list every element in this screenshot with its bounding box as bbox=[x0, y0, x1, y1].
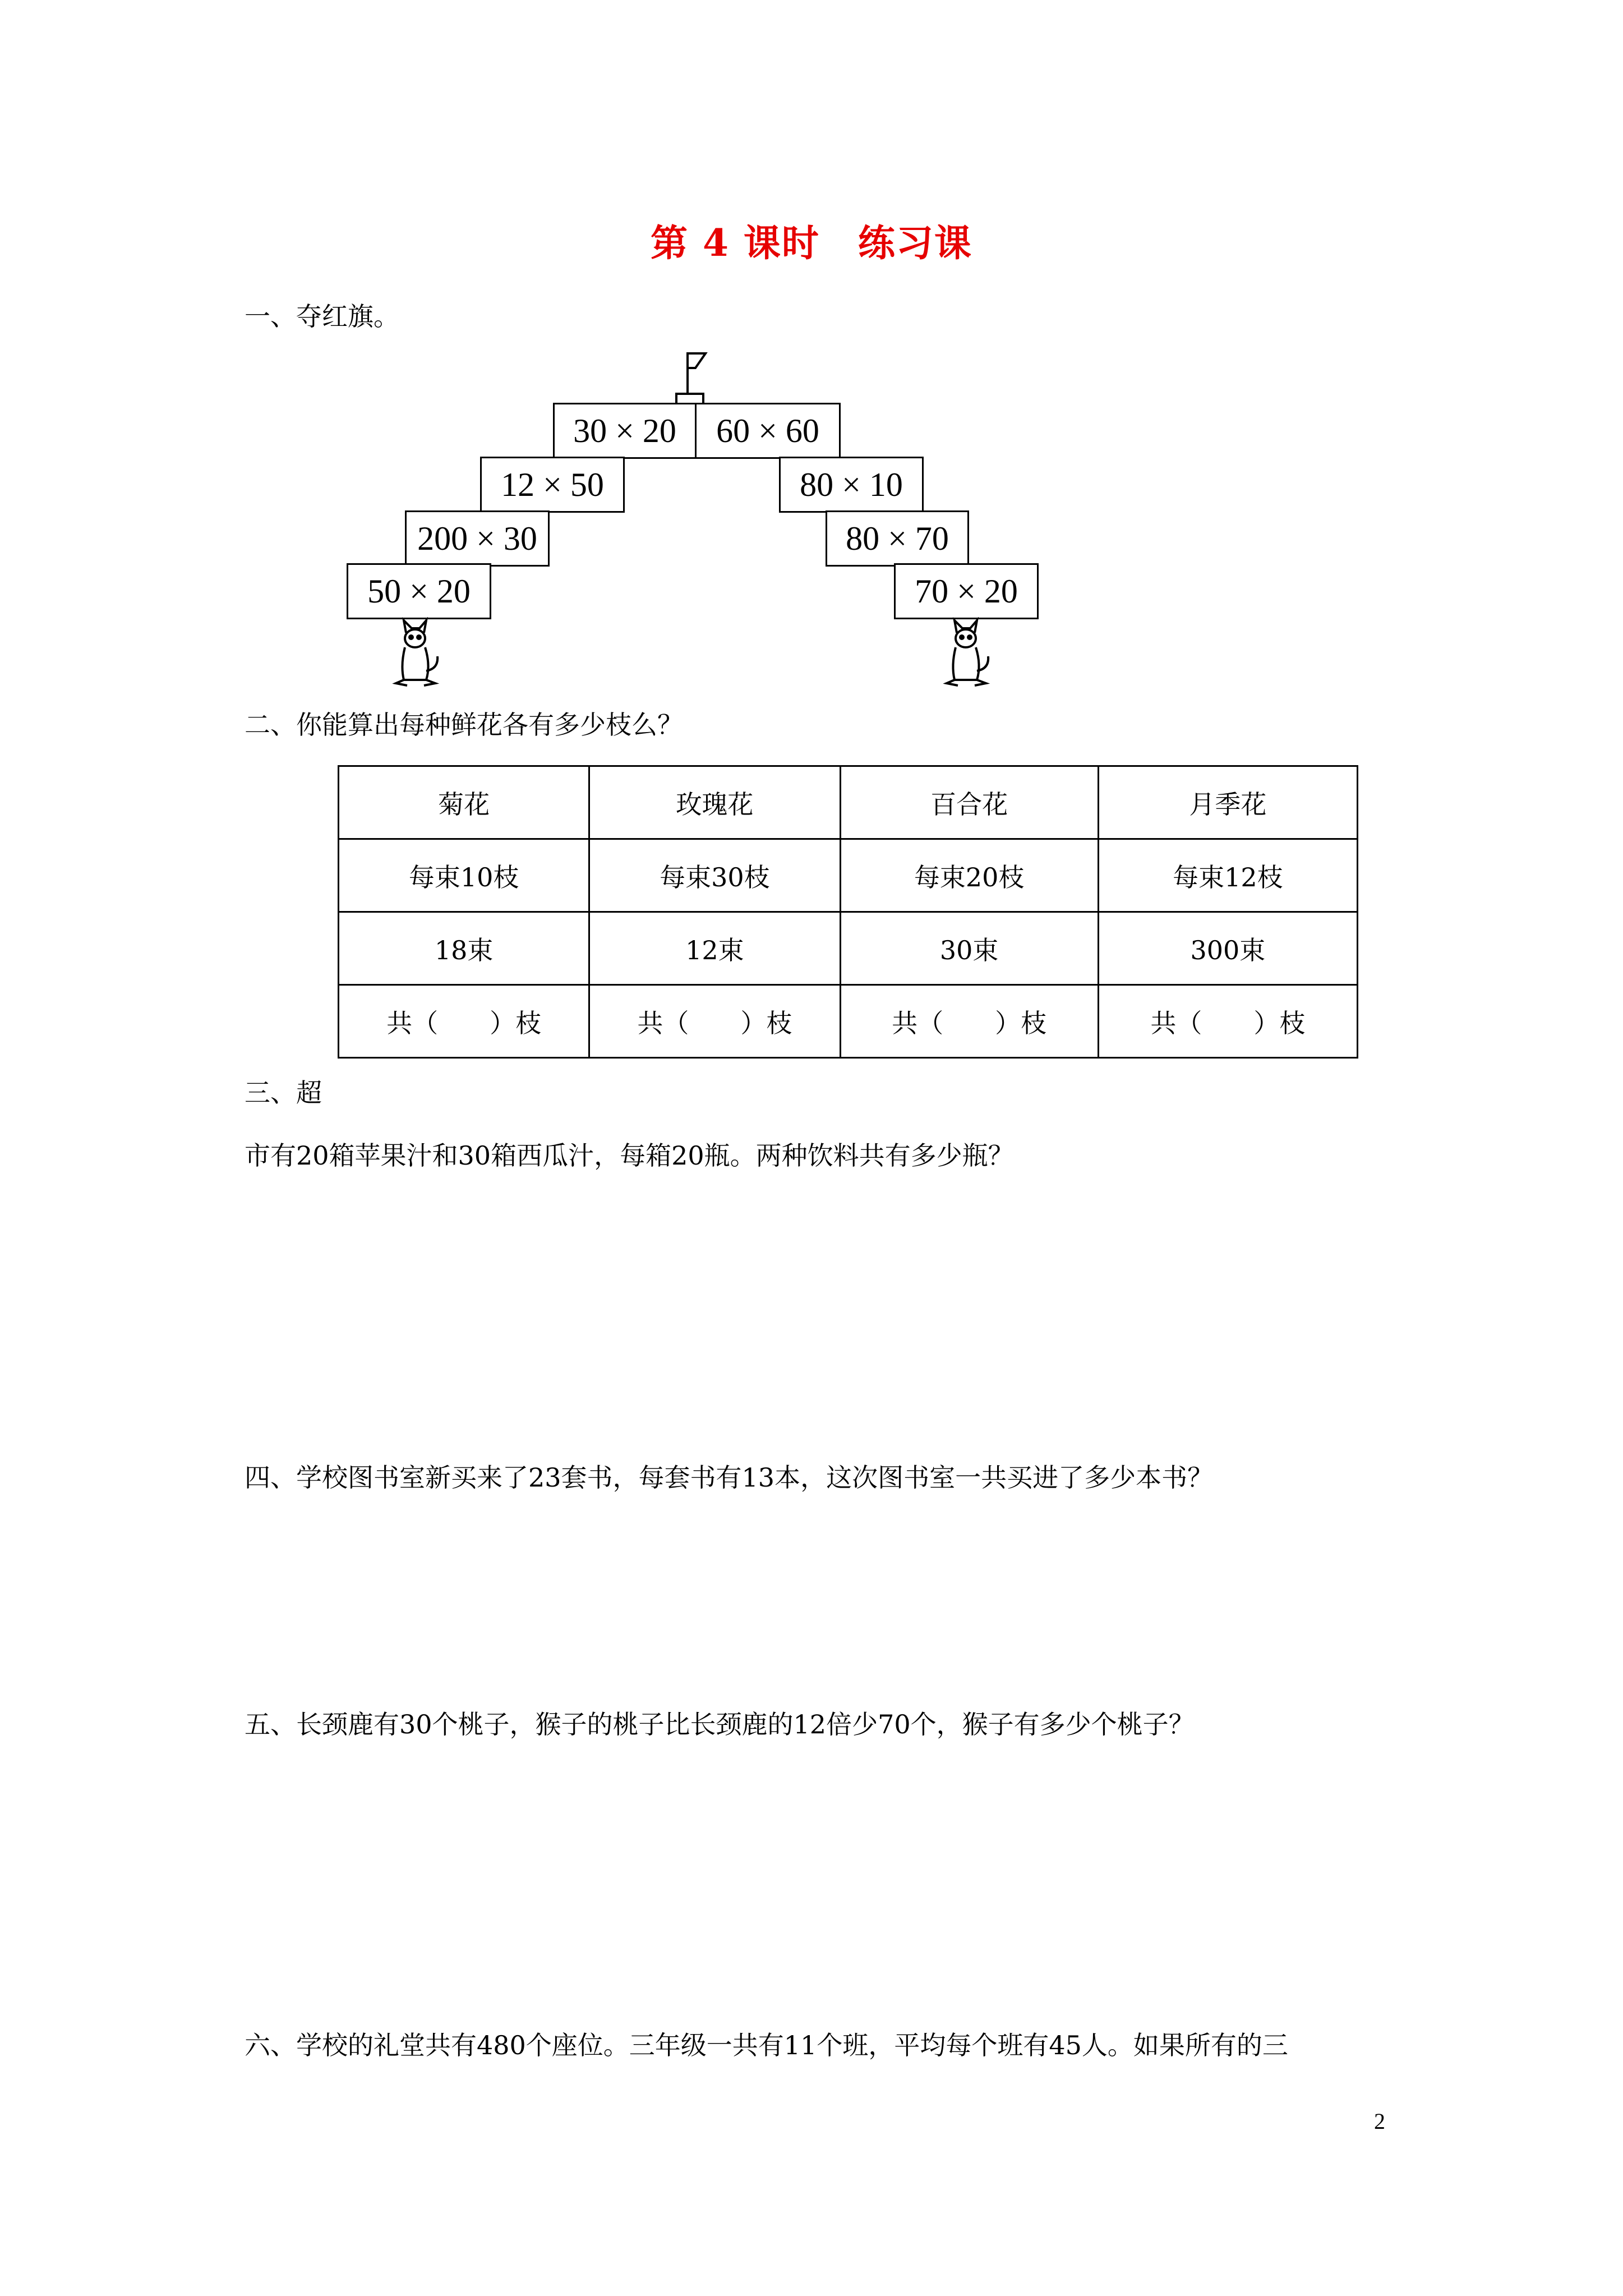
table-cell: 共（ ）枝 bbox=[840, 985, 1098, 1058]
table-cell: 18束 bbox=[339, 912, 589, 985]
table-cell: 百合花 bbox=[840, 766, 1098, 839]
question-5-text: 五、长颈鹿有30个桃子，猴子的桃子比长颈鹿的12倍少70个，猴子有多少个桃子？ bbox=[245, 1709, 1195, 1740]
question-1-label: 一、夺红旗。 bbox=[245, 301, 399, 332]
flag-icon bbox=[673, 350, 718, 409]
brick-right-3: 80 × 70 bbox=[826, 510, 969, 567]
table-cell: 每束20枝 bbox=[840, 839, 1098, 912]
table-cell: 300束 bbox=[1098, 912, 1357, 985]
table-cell: 共（ ）枝 bbox=[339, 985, 589, 1058]
table-cell: 共（ ）枝 bbox=[1098, 985, 1357, 1058]
table-cell: 每束12枝 bbox=[1098, 839, 1357, 912]
table-cell: 菊花 bbox=[339, 766, 589, 839]
question-4-text: 四、学校图书室新买来了23套书，每套书有13本，这次图书室一共买进了多少本书？ bbox=[245, 1462, 1214, 1493]
table-cell: 月季花 bbox=[1098, 766, 1357, 839]
page-number: 2 bbox=[1374, 2109, 1385, 2134]
cat-icon bbox=[938, 617, 994, 690]
brick-top-right: 60 × 60 bbox=[695, 403, 841, 459]
brick-right-4: 70 × 20 bbox=[894, 563, 1039, 619]
brick-left-4: 50 × 20 bbox=[347, 563, 491, 619]
table-cell: 12束 bbox=[589, 912, 840, 985]
table-row bbox=[339, 912, 1358, 985]
table-row bbox=[339, 839, 1358, 912]
table-cell: 每束30枝 bbox=[589, 839, 840, 912]
brick-left-3: 200 × 30 bbox=[405, 510, 550, 567]
question-3-label: 三、超 bbox=[245, 1078, 322, 1108]
question-3-text: 市有20箱苹果汁和30箱西瓜汁，每箱20瓶。两种饮料共有多少瓶？ bbox=[245, 1140, 1014, 1171]
table-row bbox=[339, 766, 1358, 839]
table-row bbox=[339, 985, 1358, 1058]
flower-table bbox=[338, 765, 1358, 1059]
question-6-text: 六、学校的礼堂共有480个座位。三年级一共有11个班，平均每个班有45人。如果所有的三 bbox=[245, 2030, 1288, 2060]
question-2-label: 二、你能算出每种鲜花各有多少枝么？ bbox=[245, 710, 683, 740]
brick-right-2: 80 × 10 bbox=[779, 457, 924, 513]
table-cell: 每束10枝 bbox=[339, 839, 589, 912]
table-cell: 共（ ）枝 bbox=[589, 985, 840, 1058]
page-title: 第 4 课时 练习课 bbox=[651, 221, 972, 265]
brick-left-2: 12 × 50 bbox=[480, 457, 625, 513]
brick-top-left: 30 × 20 bbox=[553, 403, 697, 459]
cat-icon bbox=[387, 617, 443, 690]
table-cell: 玫瑰花 bbox=[589, 766, 840, 839]
table-cell: 30束 bbox=[840, 912, 1098, 985]
